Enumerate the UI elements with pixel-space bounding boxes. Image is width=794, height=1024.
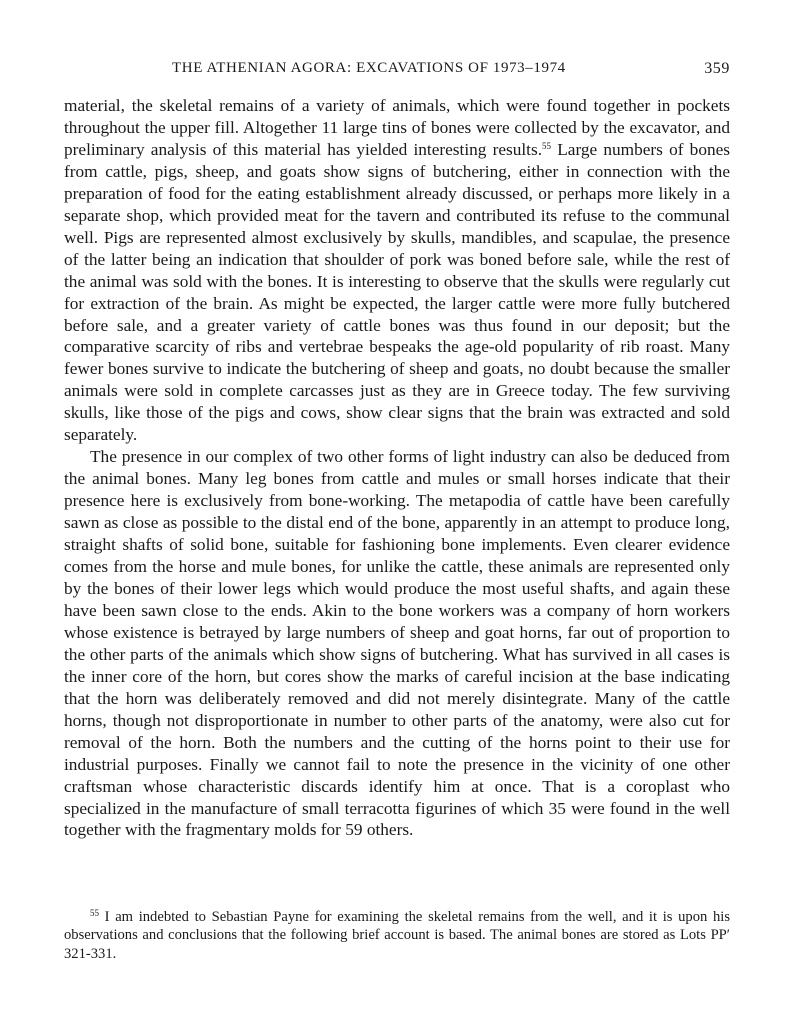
body-text [64, 95, 730, 841]
paragraph-2: The presence in our complex of two other forms of light industry can also be deduced from the animal bones. Many leg bones from cattle and mules or small horses indicate that their presence here is exclusively from bone-working. The metapodia of cattle have been carefully sawn as close as possible to the distal end of the bone, apparently in an attempt to produce long, straight shafts of solid bone, suitable for fashioning bone implements. Even clearer evidence comes from the horse and mule bones, for unlike the cattle, these animals are represented only by the bones of their lower legs which would produce the most useful shafts, and again these have been sawn close to the ends. Akin to the bone workers was a company of horn workers whose existence is betrayed by large numbers of sheep and goat horns, far out of proportion to the other parts of the animals which show signs of butchering. What has survived in all cases is the inner core of the horn, but cores show the marks of careful incision at the base indicating that the horn was deliberately removed and did not merely disintegrate. Many of the cattle horns, though not disproportionate in number to other parts of the anatomy, were also cut for removal of the horn. Both the numbers and the cutting of the horns point to their use for industrial purposes. Finally we cannot fail to note the presence in the vicinity of one other craftsman whose characteristic discards identify him at once. That is a coroplast who specialized in the manufacture of small terracotta figurines of which 35 were found in the well together with the fragmentary molds for 59 others. [64, 447, 730, 840]
footnote [64, 908, 730, 963]
footnote-reference: 55 [542, 140, 552, 151]
paragraph-1 [64, 95, 730, 446]
page-number: 359 [704, 60, 730, 77]
paragraph-1-part-2: Large numbers of bones from cattle, pigs, sheep, and goats show signs of butchering, either in connection with the preparation of food for the eating establishment already discussed, or perhaps more likely in a separate shop, which provided meat for the tavern and contributed its refuse to the communal well. Pigs are represented almost exclusively by skulls, mandibles, and scapulae, the presence of the latter being an indication that shoulder of pork was boned before sale, while the rest of the animal was sold with the bones. It is interesting to observe that the skulls were regularly cut for extraction of the brain. As might be expected, the larger cattle were more fully butchered before sale, and a greater variety of cattle bones was thus found in our deposit; but the comparative scarcity of ribs and vertebrae bespeaks the age-old popularity of rib roast. Many fewer bones survive to indicate the butchering of sheep and goats, no doubt because the smaller animals were sold in complete carcasses just as they are in Greece today. The few surviving skulls, like those of the pigs and cows, show clear signs that the brain was extracted and sold separately. [64, 139, 730, 445]
running-head [64, 60, 730, 82]
running-title: THE ATHENIAN AGORA: EXCAVATIONS OF 1973–1974 [172, 60, 566, 76]
footnote-text: I am indebted to Sebastian Payne for examining the skeletal remains from the well, and it is upon his observations and conclusions that the following brief account is based. The animal bones are stored as Lots PP′ 321-331. [64, 909, 730, 962]
footnote-number: 55 [90, 908, 99, 918]
paragraph-1-part-1: material, the skeletal remains of a variety of animals, which were found together in pockets throughout the upper fill. Altogether 11 large tins of bones were collected by the excavator, and preliminary analysis of this material has yielded interesting results. [64, 96, 730, 159]
